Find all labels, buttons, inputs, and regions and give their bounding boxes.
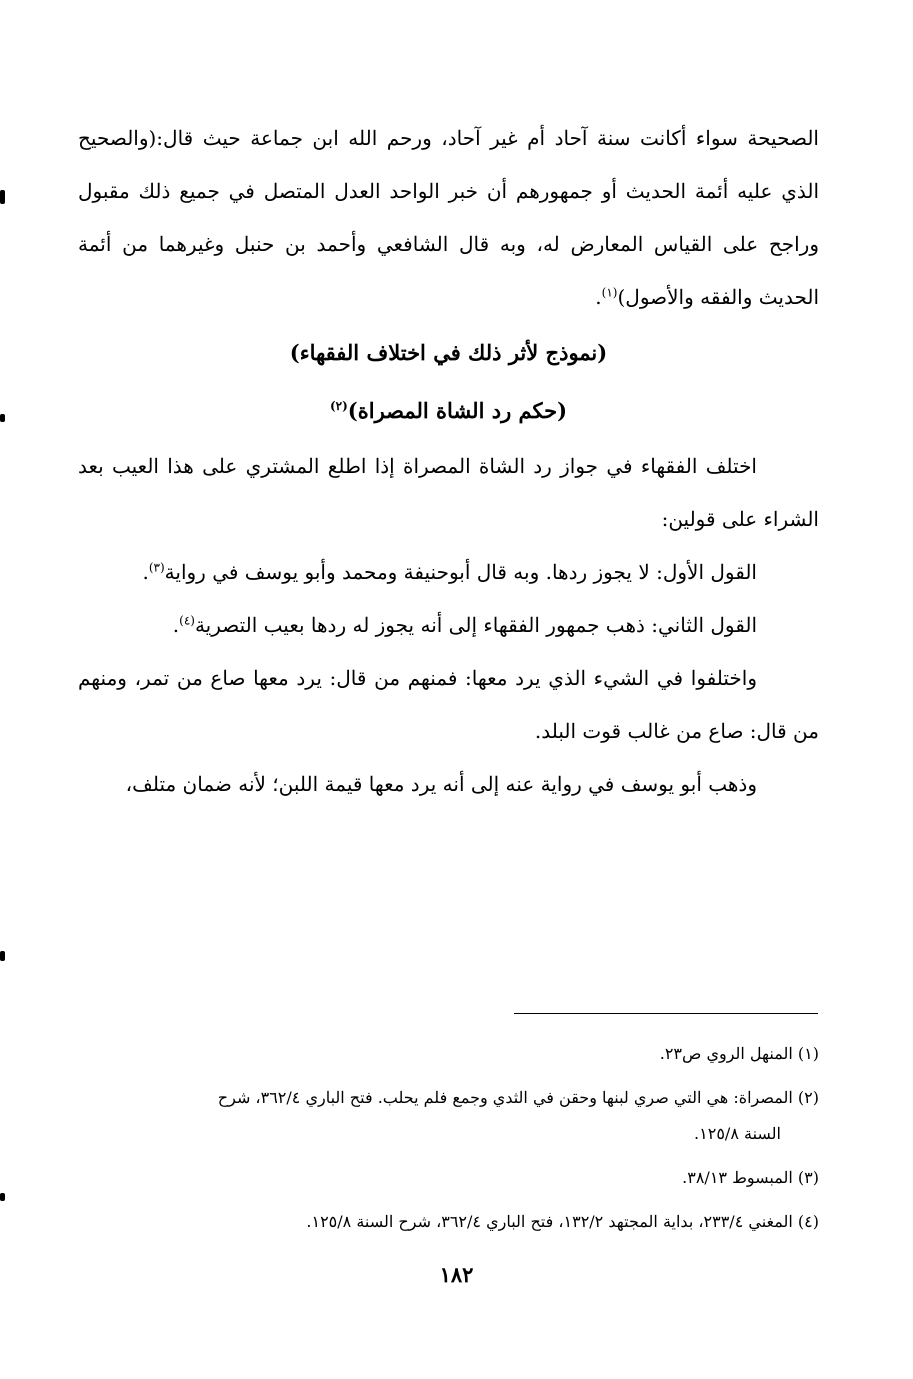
subsection-heading <box>78 382 819 440</box>
paragraph-disagreement: اختلف الفقهاء في جواز رد الشاة المصراة إذا اطلع المشتري على هذا العيب بعد الشراء على قولين: <box>78 454 819 531</box>
period: . <box>595 285 602 309</box>
scan-margin-mark <box>0 190 5 204</box>
heading-text: (حكم رد الشاة المصراة) <box>347 398 568 423</box>
period: . <box>172 613 180 637</box>
footnote-ref: (٣) <box>148 560 165 575</box>
paragraph-difference: واختلفوا في الشيء الذي يرد معها: فمنهم من قال: يرد معها صاع من تمر، ومنهم من قال: صاع من غالب قوت البلد. <box>78 666 819 743</box>
footnote-3: (٣) المبسوط ٣٨/١٣. <box>682 1168 819 1187</box>
period: . <box>142 560 149 584</box>
footnote-divider <box>514 1013 818 1014</box>
footnotes <box>78 1036 819 1248</box>
page-number: ١٨٢ <box>439 1262 474 1287</box>
scan-margin-mark <box>0 414 5 422</box>
paragraph-second-opinion <box>78 599 819 652</box>
scan-margin-mark <box>0 1193 5 1201</box>
paragraph-abu-yusuf: وذهب أبو يوسف في رواية عنه إلى أنه يرد معها قيمة اللبن؛ لأنه ضمان متلف، <box>125 772 757 796</box>
paragraph-first-opinion <box>78 546 819 599</box>
footnote-4: (٤) المغني ٢٣٣/٤، بداية المجتهد ١٣٢/٢، فتح الباري ٣٦٢/٤، شرح السنة ١٢٥/٨. <box>306 1212 819 1231</box>
section-heading: (نموذج لأثر ذلك في اختلاف الفقهاء) <box>289 340 608 365</box>
paragraph-text: القول الأول: لا يجوز ردها. وبه قال أبوحنيفة ومحمد وأبو يوسف في رواية <box>164 560 757 584</box>
footnote-ref: (٢) <box>329 399 348 413</box>
footnote-ref: (١) <box>601 285 618 300</box>
scan-margin-mark <box>0 951 5 961</box>
paragraph-quote <box>78 112 819 324</box>
footnote-text: (٢) المصراة: هي التي صري لبنها وحقن في الثدي وجمع فلم يحلب. فتح الباري ٣٦٢/٤، شرح <box>217 1088 819 1107</box>
footnote-1: (١) المنهل الروي ص٢٣. <box>659 1044 819 1063</box>
footnote-continuation: السنة ١٢٥/٨. <box>694 1124 781 1143</box>
footnote-ref: (٤) <box>179 613 195 628</box>
main-text <box>78 112 819 811</box>
paragraph-text: الصحيحة سواء أكانت سنة آحاد أم غير آحاد، ورحم الله ابن جماعة حيث قال:(والصحيح الذي عليه أئمة الحديث أو جمهورهم أن خبر الواحد العدل المتصل في جميع ذلك مقبول وراجح على القياس المعارض له، وبه قال الشافعي وأحمد بن حنبل وغيرهما من أئمة الحديث والفقه والأصول) <box>78 126 820 309</box>
footnote-2 <box>78 1080 819 1152</box>
paragraph-text: القول الثاني: ذهب جمهور الفقهاء إلى أنه يجوز له ردها بعيب التصرية <box>194 613 757 637</box>
